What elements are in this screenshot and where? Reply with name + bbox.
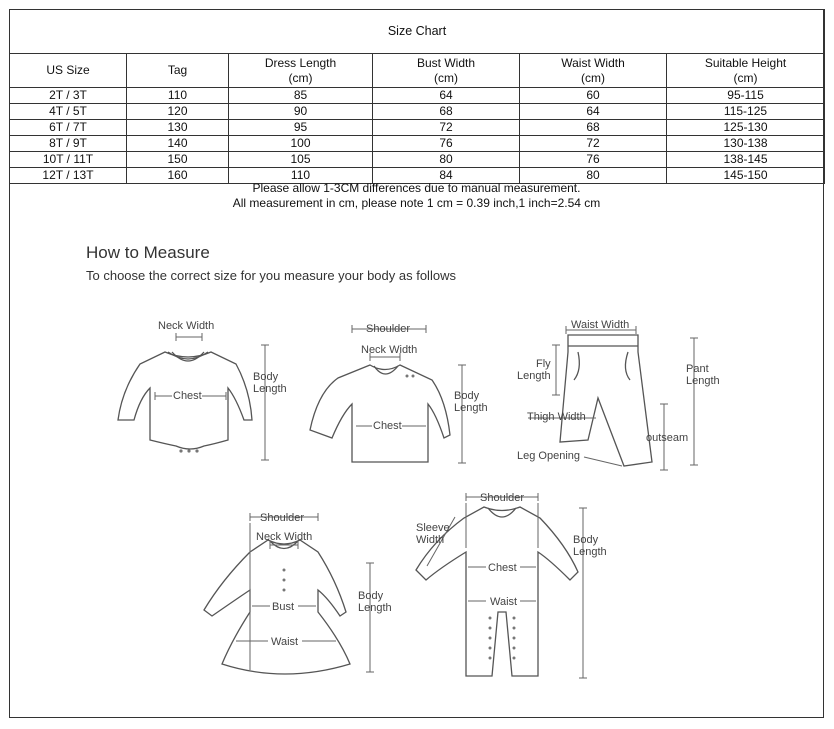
table-cell: 90 xyxy=(229,104,373,120)
label-chest: Chest xyxy=(173,390,202,402)
table-cell: 76 xyxy=(373,136,520,152)
label-length: Length xyxy=(454,402,488,414)
size-chart-title: Size Chart xyxy=(10,10,825,54)
table-cell: 140 xyxy=(127,136,229,152)
table-cell: 95 xyxy=(229,120,373,136)
table-cell: 64 xyxy=(520,104,667,120)
column-header-unit: (cm) xyxy=(288,70,313,85)
table-cell: 115-125 xyxy=(667,104,825,120)
how-to-measure-title: How to Measure xyxy=(86,243,210,262)
table-cell: 145-150 xyxy=(667,168,825,184)
label-length: Length xyxy=(686,375,720,387)
label-width: Width xyxy=(416,534,445,546)
label-length: Length xyxy=(358,602,392,614)
label-shoulder: Shoulder xyxy=(366,323,411,335)
table-cell: 10T / 11T xyxy=(10,152,127,168)
label-neck-width: Neck Width xyxy=(158,320,215,332)
label-body: Body xyxy=(573,534,599,546)
table-cell: 72 xyxy=(520,136,667,152)
table-cell: 130 xyxy=(127,120,229,136)
table-cell: 150 xyxy=(127,152,229,168)
table-cell: 95-115 xyxy=(667,88,825,104)
table-cell: 60 xyxy=(520,88,667,104)
label-shoulder: Shoulder xyxy=(260,512,305,524)
label-shoulder: Shoulder xyxy=(480,492,525,504)
label-fly: Fly xyxy=(536,358,551,370)
label-waist: Waist xyxy=(271,636,299,648)
table-cell: 68 xyxy=(520,120,667,136)
table-cell: 2T / 3T xyxy=(10,88,127,104)
table-cell: 110 xyxy=(127,88,229,104)
label-thigh-width: Thigh Width xyxy=(527,411,586,423)
how-to-measure-subtitle: To choose the correct size for you measure your body as follows xyxy=(86,268,456,283)
column-header-unit: (cm) xyxy=(581,70,605,85)
table-cell: 64 xyxy=(373,88,520,104)
label-outseam: outseam xyxy=(646,432,689,444)
label-length: Length xyxy=(253,383,287,395)
table-cell: 68 xyxy=(373,104,520,120)
label-chest: Chest xyxy=(488,562,517,574)
note-line: Please allow 1-3CM differences due to manual measurement. xyxy=(252,181,581,195)
label-waist: Waist xyxy=(490,596,518,608)
label-leg-opening: Leg Opening xyxy=(517,450,580,462)
table-cell: 105 xyxy=(229,152,373,168)
label-bust: Bust xyxy=(272,601,295,613)
column-header-line: Dress Length xyxy=(264,55,337,70)
table-cell: 130-138 xyxy=(667,136,825,152)
column-header-line: Tag xyxy=(167,63,188,77)
table-cell: 80 xyxy=(373,152,520,168)
table-cell: 160 xyxy=(127,168,229,184)
label-sleeve: Sleeve xyxy=(416,522,450,534)
table-cell: 125-130 xyxy=(667,120,825,136)
label-body: Body xyxy=(358,590,384,602)
table-cell: 4T / 5T xyxy=(10,104,127,120)
table-cell: 72 xyxy=(373,120,520,136)
column-header-line: Waist Width xyxy=(561,55,625,70)
label-body: Body xyxy=(253,371,279,383)
column-header-unit: (cm) xyxy=(434,70,458,85)
label-waist-width: Waist Width xyxy=(571,319,630,331)
table-cell: 85 xyxy=(229,88,373,104)
column-header-line: Bust Width xyxy=(416,55,476,70)
label-pant: Pant xyxy=(686,363,709,375)
note-line: All measurement in cm, please note 1 cm = 0.39 inch,1 inch=2.54 cm xyxy=(232,196,601,210)
table-cell: 110 xyxy=(229,168,373,184)
romper-icon xyxy=(416,493,587,678)
column-header-line: Suitable Height xyxy=(704,55,787,70)
label-body: Body xyxy=(454,390,480,402)
table-cell: 6T / 7T xyxy=(10,120,127,136)
table-cell: 120 xyxy=(127,104,229,120)
table-cell: 80 xyxy=(520,168,667,184)
column-header-unit: (cm) xyxy=(733,70,758,85)
table-cell: 8T / 9T xyxy=(10,136,127,152)
pants-icon xyxy=(528,326,698,470)
table-cell: 76 xyxy=(520,152,667,168)
label-length: Length xyxy=(517,370,551,382)
table-cell: 12T / 13T xyxy=(10,168,127,184)
label-neck-width: Neck Width xyxy=(256,531,313,543)
table-cell: 138-145 xyxy=(667,152,825,168)
table-cell: 100 xyxy=(229,136,373,152)
label-chest: Chest xyxy=(373,420,402,432)
column-header-line: US Size xyxy=(46,63,90,77)
label-length: Length xyxy=(573,546,607,558)
label-neck-width: Neck Width xyxy=(361,344,418,356)
table-cell: 84 xyxy=(373,168,520,184)
